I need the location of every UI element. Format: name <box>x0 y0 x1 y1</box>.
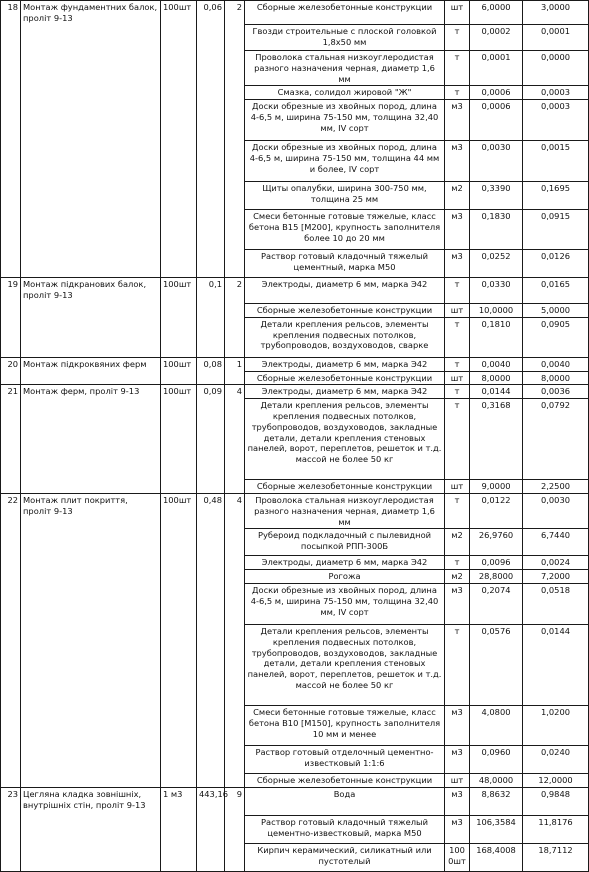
table-row <box>1 385 589 399</box>
material-amount: 3,0000 <box>523 1 589 25</box>
material-name: Электроды, диаметр 6 мм, марка Э42 <box>245 357 445 371</box>
material-unit: т <box>445 317 470 357</box>
material-amount: 0,0000 <box>523 51 589 86</box>
material-name: Детали крепления рельсов, элементы крепления подвесных потолков, трубопроводов, воздуховодов, сварке <box>245 317 445 357</box>
material-norm: 8,8632 <box>470 787 523 815</box>
material-amount: 12,0000 <box>523 773 589 787</box>
material-unit: т <box>445 556 470 570</box>
material-amount: 0,0165 <box>523 278 589 304</box>
work-unit: 1 м3 <box>161 787 197 871</box>
material-amount: 0,0915 <box>523 210 589 250</box>
material-unit: м3 <box>445 250 470 278</box>
material-norm: 0,1810 <box>470 317 523 357</box>
material-amount: 0,0905 <box>523 317 589 357</box>
material-amount: 0,0030 <box>523 494 589 529</box>
work-quantity: 0,09 <box>197 385 225 494</box>
work-number: 18 <box>1 1 21 278</box>
material-amount: 0,0126 <box>523 250 589 278</box>
work-material-count: 4 <box>225 494 245 788</box>
work-unit: 100шт <box>161 278 197 358</box>
material-norm: 0,0960 <box>470 745 523 773</box>
material-unit: т <box>445 51 470 86</box>
work-quantity: 0,06 <box>197 1 225 278</box>
material-name: Кирпич керамический, силикатный или пустотелый <box>245 843 445 871</box>
material-unit: 1000шт <box>445 843 470 871</box>
table-row <box>1 1 589 25</box>
material-unit: т <box>445 624 470 705</box>
work-number: 20 <box>1 357 21 385</box>
work-name: Цегляна кладка зовнішніх, внутрішніх стін, проліт 9-13 <box>21 787 161 871</box>
material-name: Сборные железобетонные конструкции <box>245 371 445 385</box>
material-amount: 2,2500 <box>523 480 589 494</box>
material-amount: 0,0144 <box>523 624 589 705</box>
material-unit: м3 <box>445 583 470 624</box>
material-name: Смазка, солидол жировой "Ж" <box>245 86 445 100</box>
material-unit: т <box>445 494 470 529</box>
material-norm: 0,0006 <box>470 86 523 100</box>
material-norm: 0,0030 <box>470 141 523 182</box>
work-quantity: 0,1 <box>197 278 225 358</box>
material-norm: 0,0096 <box>470 556 523 570</box>
material-name: Рогожа <box>245 570 445 584</box>
work-quantity: 0,08 <box>197 357 225 385</box>
material-unit: т <box>445 357 470 371</box>
material-name: Электроды, диаметр 6 мм, марка Э42 <box>245 278 445 304</box>
material-amount: 0,0003 <box>523 86 589 100</box>
material-unit: шт <box>445 371 470 385</box>
work-name: Монтаж підкранових балок, проліт 9-13 <box>21 278 161 358</box>
work-name: Монтаж плит покриття, проліт 9-13 <box>21 494 161 788</box>
material-unit: шт <box>445 304 470 318</box>
material-unit: м3 <box>445 815 470 843</box>
work-number: 19 <box>1 278 21 358</box>
material-name: Рубероид подкладочный с пылевидной посыпкой РПП-300Б <box>245 529 445 556</box>
material-amount: 0,0792 <box>523 399 589 480</box>
material-norm: 0,0144 <box>470 385 523 399</box>
material-name: Сборные железобетонные конструкции <box>245 1 445 25</box>
material-amount: 18,7112 <box>523 843 589 871</box>
work-unit: 100шт <box>161 385 197 494</box>
work-number: 21 <box>1 385 21 494</box>
material-amount: 0,0024 <box>523 556 589 570</box>
material-norm: 26,9760 <box>470 529 523 556</box>
material-unit: м2 <box>445 570 470 584</box>
work-name: Монтаж фундаментних балок, проліт 9-13 <box>21 1 161 278</box>
material-name: Сборные железобетонные конструкции <box>245 773 445 787</box>
work-unit: 100шт <box>161 357 197 385</box>
work-material-count: 1 <box>225 357 245 385</box>
material-norm: 0,0040 <box>470 357 523 371</box>
material-amount: 0,0036 <box>523 385 589 399</box>
material-norm: 8,0000 <box>470 371 523 385</box>
material-unit: т <box>445 278 470 304</box>
table-row <box>1 787 589 815</box>
material-norm: 28,8000 <box>470 570 523 584</box>
material-norm: 0,0330 <box>470 278 523 304</box>
material-norm: 9,0000 <box>470 480 523 494</box>
material-name: Смеси бетонные готовые тяжелые, класс бетона В15 [М200], крупность заполнителя более 10 до 20 мм <box>245 210 445 250</box>
work-name: Монтаж ферм, проліт 9-13 <box>21 385 161 494</box>
material-name: Электроды, диаметр 6 мм, марка Э42 <box>245 556 445 570</box>
material-norm: 0,3390 <box>470 182 523 210</box>
material-amount: 7,2000 <box>523 570 589 584</box>
material-amount: 0,9848 <box>523 787 589 815</box>
work-material-count: 9 <box>225 787 245 871</box>
material-amount: 6,7440 <box>523 529 589 556</box>
material-norm: 10,0000 <box>470 304 523 318</box>
table-row <box>1 357 589 371</box>
material-norm: 0,2074 <box>470 583 523 624</box>
material-name: Проволока стальная низкоуглеродистая разного назначения черная, диаметр 1,6 мм <box>245 494 445 529</box>
material-amount: 11,8176 <box>523 815 589 843</box>
table-row <box>1 494 589 529</box>
material-norm: 0,0006 <box>470 100 523 141</box>
material-amount: 0,0015 <box>523 141 589 182</box>
material-name: Щиты опалубки, ширина 300-750 мм, толщина 25 мм <box>245 182 445 210</box>
material-unit: м2 <box>445 182 470 210</box>
material-amount: 1,0200 <box>523 705 589 745</box>
material-norm: 0,1830 <box>470 210 523 250</box>
material-name: Электроды, диаметр 6 мм, марка Э42 <box>245 385 445 399</box>
material-unit: м3 <box>445 787 470 815</box>
material-unit: м3 <box>445 210 470 250</box>
material-norm: 0,0001 <box>470 51 523 86</box>
work-material-count: 4 <box>225 385 245 494</box>
material-name: Доски обрезные из хвойных пород, длина 4-6,5 м, ширина 75-150 мм, толщина 32,40 мм, IV сорт <box>245 100 445 141</box>
material-unit: м3 <box>445 705 470 745</box>
material-unit: шт <box>445 1 470 25</box>
material-name: Смеси бетонные готовые тяжелые, класс бетона В10 [М150], крупность заполнителя 10 мм и менее <box>245 705 445 745</box>
material-unit: т <box>445 25 470 51</box>
material-unit: шт <box>445 773 470 787</box>
material-norm: 4,0800 <box>470 705 523 745</box>
material-norm: 0,3168 <box>470 399 523 480</box>
material-amount: 0,0240 <box>523 745 589 773</box>
table-row <box>1 278 589 304</box>
work-number: 22 <box>1 494 21 788</box>
material-name: Детали крепления рельсов, элементы крепления подвесных потолков, трубопроводов, воздуховодов, закладные детали, детали крепления стеновых панелей, ворот, переплетов, решеток и т.д. массой не более 50 кг <box>245 624 445 705</box>
material-norm: 0,0002 <box>470 25 523 51</box>
material-norm: 0,0252 <box>470 250 523 278</box>
work-quantity: 443,16 <box>197 787 225 871</box>
material-name: Доски обрезные из хвойных пород, длина 4-6,5 м, ширина 75-150 мм, толщина 44 мм и более, IV сорт <box>245 141 445 182</box>
material-unit: т <box>445 399 470 480</box>
material-name: Доски обрезные из хвойных пород, длина 4-6,5 м, ширина 75-150 мм, толщина 32,40 мм, IV сорт <box>245 583 445 624</box>
material-norm: 106,3584 <box>470 815 523 843</box>
material-amount: 0,1695 <box>523 182 589 210</box>
material-amount: 0,0040 <box>523 357 589 371</box>
material-norm: 48,0000 <box>470 773 523 787</box>
material-name: Сборные железобетонные конструкции <box>245 304 445 318</box>
work-material-count: 2 <box>225 1 245 278</box>
work-quantity: 0,48 <box>197 494 225 788</box>
material-name: Вода <box>245 787 445 815</box>
material-norm: 0,0576 <box>470 624 523 705</box>
work-name: Монтаж підкроквяних ферм <box>21 357 161 385</box>
material-amount: 5,0000 <box>523 304 589 318</box>
material-norm: 0,0122 <box>470 494 523 529</box>
work-number: 23 <box>1 787 21 871</box>
material-name: Гвозди строительные с плоской головкой 1,8х50 мм <box>245 25 445 51</box>
work-unit: 100шт <box>161 1 197 278</box>
material-unit: м3 <box>445 100 470 141</box>
material-unit: м2 <box>445 529 470 556</box>
material-name: Раствор готовый кладочный тяжелый цементный, марка М50 <box>245 250 445 278</box>
material-amount: 8,0000 <box>523 371 589 385</box>
material-name: Раствор готовый отделочный цементно-известковый 1:1:6 <box>245 745 445 773</box>
material-unit: м3 <box>445 745 470 773</box>
material-name: Раствор готовый кладочный тяжелый цементно-известковый, марка М50 <box>245 815 445 843</box>
material-unit: т <box>445 86 470 100</box>
material-unit: м3 <box>445 141 470 182</box>
material-unit: т <box>445 385 470 399</box>
material-amount: 0,0518 <box>523 583 589 624</box>
material-name: Проволока стальная низкоуглеродистая разного назначения черная, диаметр 1,6 мм <box>245 51 445 86</box>
material-amount: 0,0003 <box>523 100 589 141</box>
table-body <box>1 1 589 872</box>
material-norm: 168,4008 <box>470 843 523 871</box>
material-name: Сборные железобетонные конструкции <box>245 480 445 494</box>
material-name: Детали крепления рельсов, элементы крепления подвесных потолков, трубопроводов, воздуховодов, закладные детали, детали крепления стеновых панелей, ворот, переплетов, решеток и т.д. массой не более 50 кг <box>245 399 445 480</box>
material-amount: 0,0001 <box>523 25 589 51</box>
work-unit: 100шт <box>161 494 197 788</box>
material-norm: 6,0000 <box>470 1 523 25</box>
work-material-count: 2 <box>225 278 245 358</box>
material-unit: шт <box>445 480 470 494</box>
